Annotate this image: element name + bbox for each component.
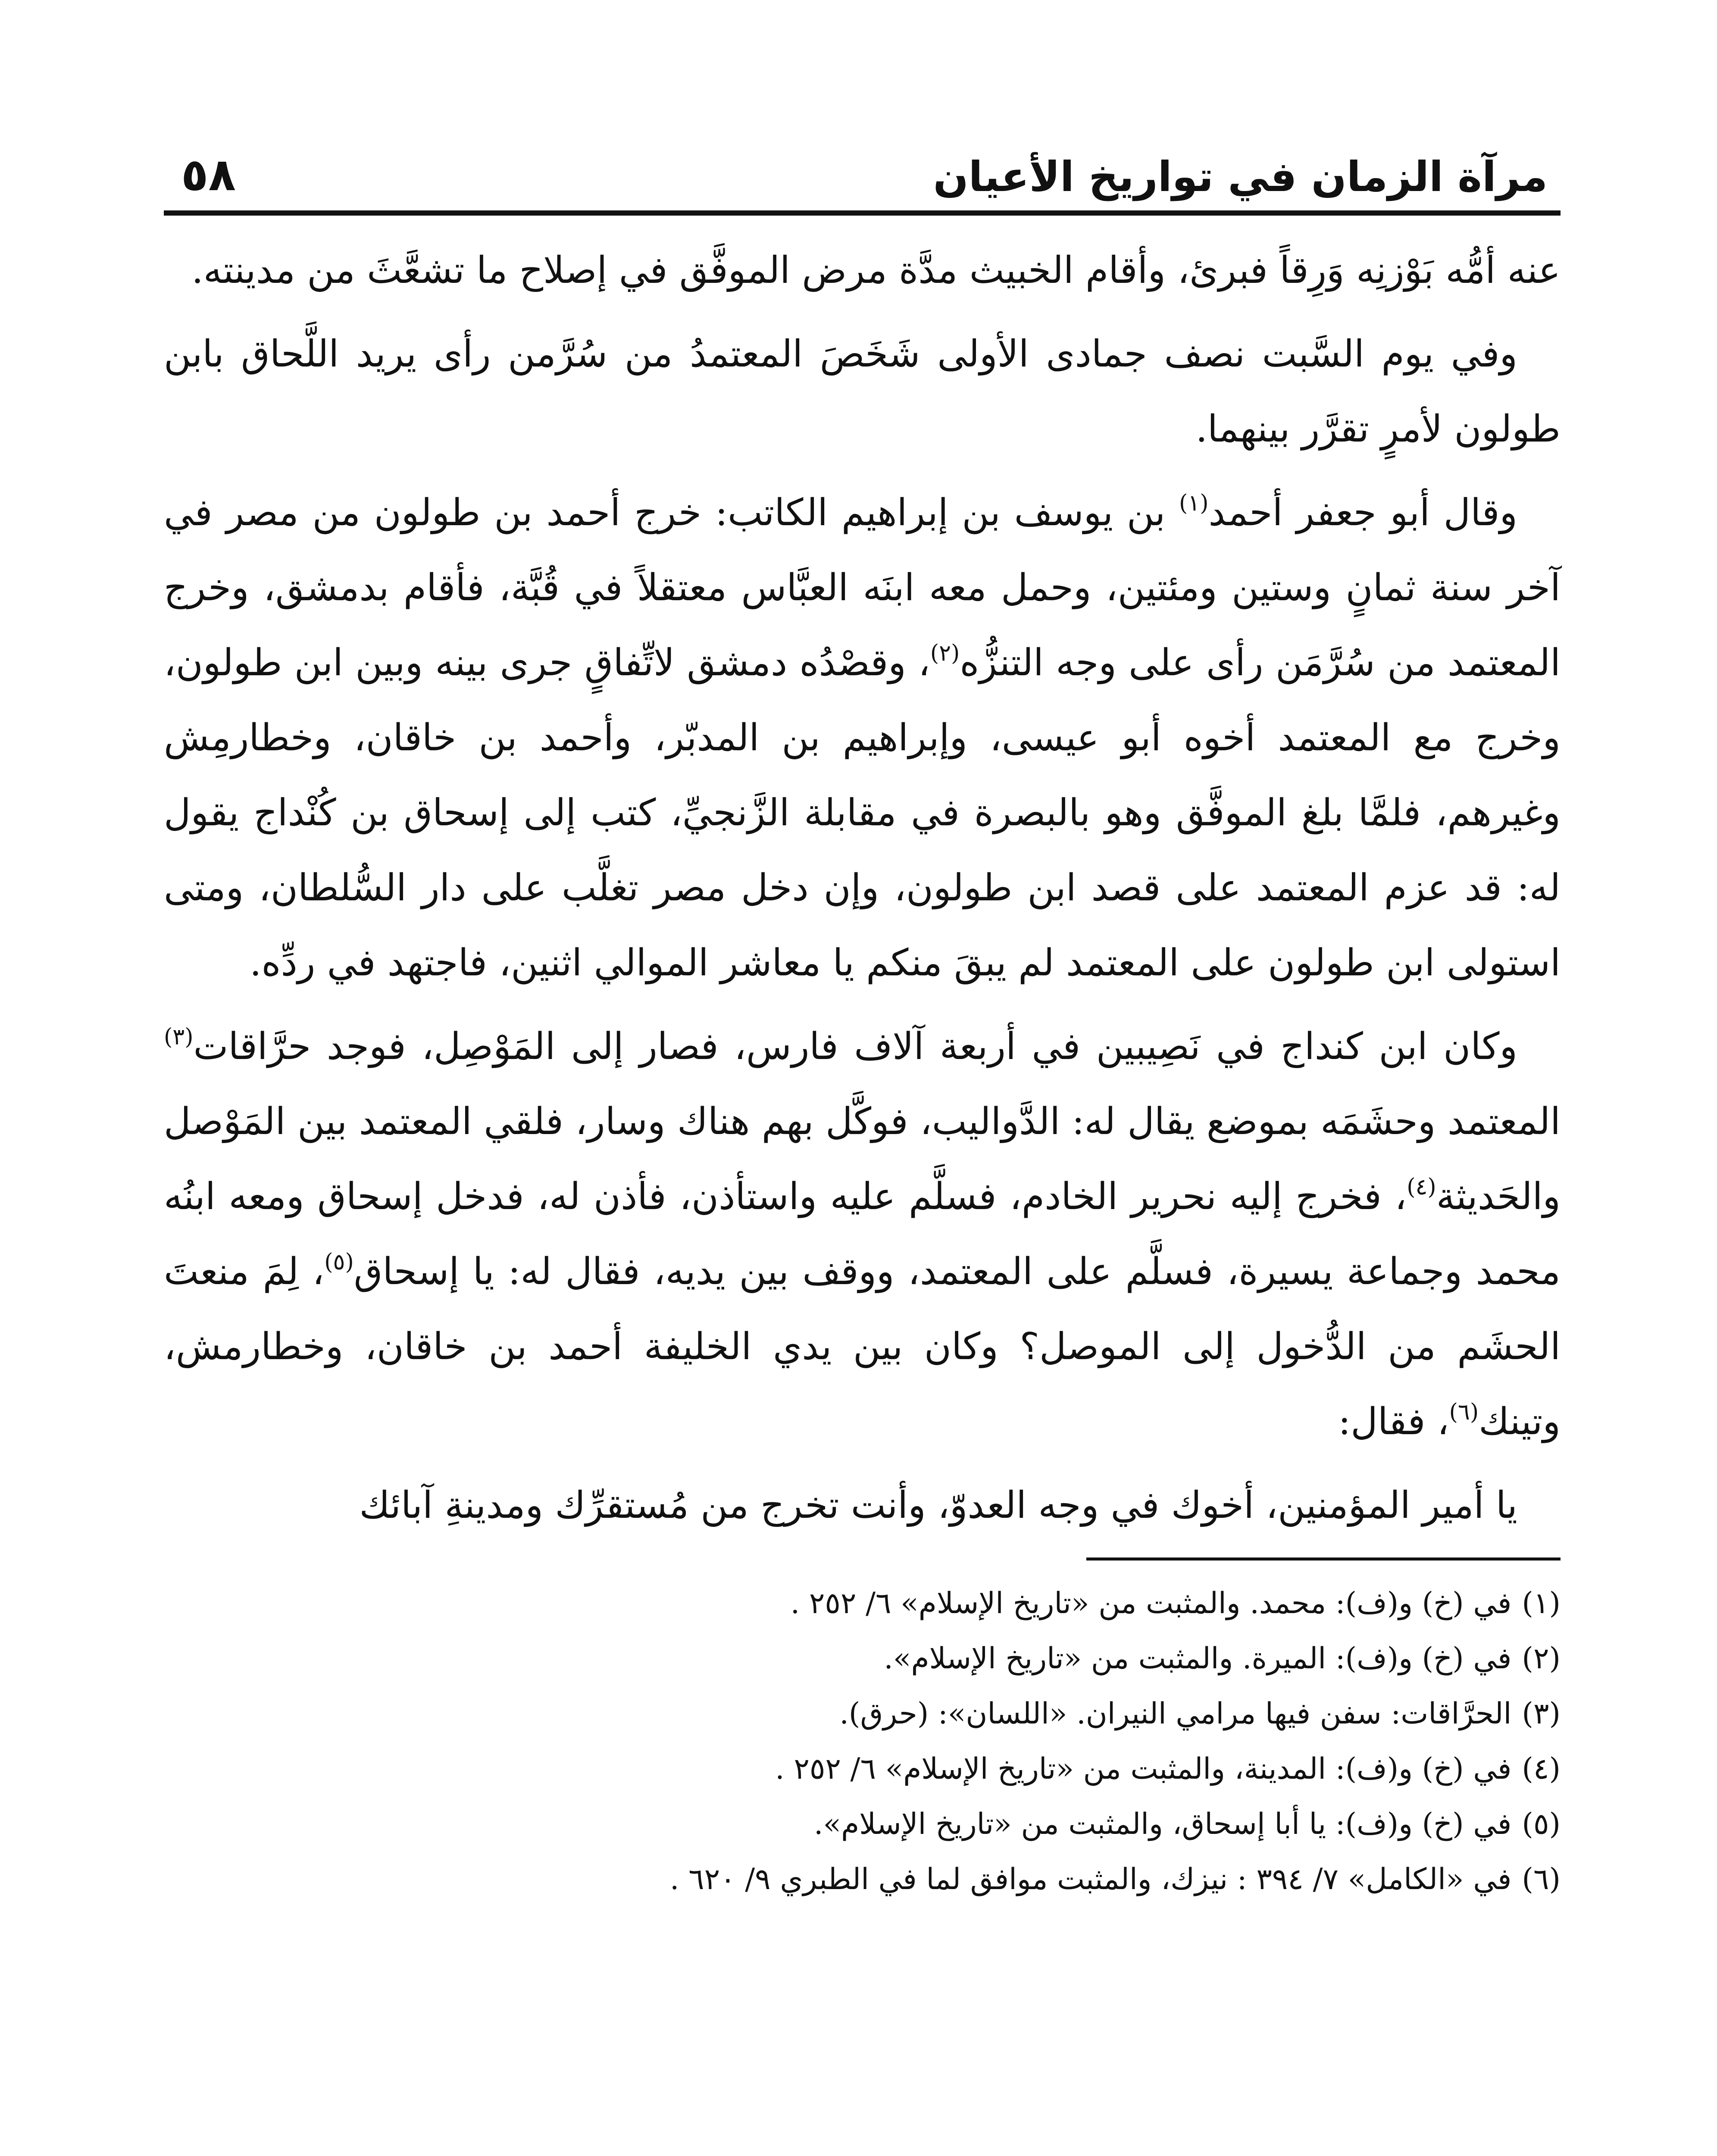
footnote-reference-6: (٦)	[1449, 1399, 1479, 1425]
footnote-number: (٢)	[1522, 1642, 1561, 1676]
footnote-text: في (خ) و(ف): يا أبا إسحاق، والمثبت من «تاريخ الإسلام».	[813, 1807, 1512, 1841]
book-page	[164, 125, 1561, 2156]
footnote-number: (٤)	[1522, 1752, 1561, 1786]
footnote-text: في (خ) و(ف): محمد. والمثبت من «تاريخ الإسلام» ٦/ ٢٥٢ .	[790, 1586, 1512, 1620]
footnote-item	[164, 1797, 1561, 1852]
running-header	[164, 125, 1561, 216]
footnote-reference-4: (٤)	[1407, 1174, 1436, 1200]
paragraph-4-text-d: ، لِمَ منعتَ الحشَم من الدُّخول إلى الموصل؟ وكان بين يدي الخليفة أحمد بن خاقان، وخطارمش، وتينك	[164, 1250, 1561, 1443]
footnote-number: (١)	[1522, 1586, 1561, 1620]
footnote-reference-2: (٢)	[930, 640, 960, 666]
paragraph-1: عنه أمُّه بَوْزنِه وَرِقاً فبرئ، وأقام الخبيث مدَّة مرض الموفَّق في إصلاح ما تشعَّثَ من مدينته.	[191, 249, 1561, 292]
book-title: مرآة الزمان في تواريخ الأعيان	[933, 152, 1548, 201]
footnote-item	[164, 1852, 1561, 1907]
footnote-text: في «الكامل» ٧/ ٣٩٤ : نيزك، والمثبت موافق لما في الطبري ٩/ ٦٢٠ .	[669, 1862, 1512, 1896]
footnotes	[164, 1576, 1561, 1907]
footnote-number: (٦)	[1522, 1862, 1561, 1896]
footnote-item	[164, 1631, 1561, 1686]
main-text	[164, 233, 1561, 1543]
paragraph-4-text-a: وكان ابن كنداج في نَصِيبين في أربعة آلاف فارس، فصار إلى المَوْصِل، فوجد حرَّاقات	[193, 1025, 1517, 1068]
footnote-item	[164, 1686, 1561, 1742]
footnote-reference-3: (٣)	[164, 1024, 194, 1050]
footnote-item	[164, 1742, 1561, 1797]
paragraph-3-text-a: وقال أبو جعفر أحمد	[1208, 491, 1517, 534]
footnote-text: في (خ) و(ف): الميرة. والمثبت من «تاريخ الإسلام».	[884, 1642, 1512, 1676]
paragraph-4-text-b: المعتمد وحشَمَه بموضع يقال له: الدَّواليب، فوكَّل بهم هناك وسار، فلقي المعتمد بين المَوْصل والحَديثة	[164, 1100, 1561, 1218]
footnote-number: (٥)	[1522, 1807, 1561, 1841]
paragraph-5: يا أمير المؤمنين، أخوك في وجه العدوّ، وأنت تخرج من مُستقرِّك ومدينةِ آبائك	[359, 1484, 1517, 1527]
paragraph-3	[164, 475, 1561, 1000]
footnote-text: الحرَّاقات: سفن فيها مرامي النيران. «اللسان»: (حرق).	[839, 1697, 1512, 1731]
paragraph-2: وفي يوم السَّبت نصف جمادى الأولى شَخَصَ المعتمدُ من سُرَّمن رأى يريد اللَّحاق بابن طولون لأمرٍ تقرَّر بينهما.	[164, 332, 1561, 451]
paragraph-3-text-b: بن يوسف بن إبراهيم الكاتب: خرج أحمد بن طولون من مصر في آخر سنة ثمانٍ وستين ومئتين، وحمل معه ابنَه العبَّاس معتقلاً في قُبَّة، فأقام بدمشق، وخرج المعتمد من سُرَّمَن رأى على وجه التنزُّه	[164, 491, 1561, 684]
page-number: ٥٨	[181, 148, 236, 201]
footnote-reference-1: (١)	[1179, 490, 1209, 516]
paragraph-4-text-c: ، فخرج إليه نحرير الخادم، فسلَّم عليه واستأذن، فأذن له، فدخل إسحاق ومعه ابنُه محمد وجماعة يسيرة، فسلَّم على المعتمد، ووقف بين يديه، فقال له: يا إسحاق	[164, 1175, 1561, 1293]
footnote-separator	[1086, 1557, 1561, 1561]
footnote-item	[164, 1576, 1561, 1631]
footnote-text: في (خ) و(ف): المدينة، والمثبت من «تاريخ الإسلام» ٦/ ٢٥٢ .	[775, 1752, 1512, 1786]
footnote-reference-5: (٥)	[324, 1249, 354, 1275]
paragraph-3-text-c: ، وقصْدُه دمشق لاتِّفاقٍ جرى بينه وبين ابن طولون، وخرج مع المعتمد أخوه أبو عيسى، وإبراهيم بن المدبّر، وأحمد بن خاقان، وخطارمِش وغيرهم، فلمَّا بلغ الموفَّق وهو بالبصرة في مقابلة الزَّنجيِّ، كتب إلى إسحاق بن كُنْداج يقول له: قد عزم المعتمد على قصد ابن طولون، وإن دخل مصر تغلَّب على دار السُّلطان، ومتى استولى ابن طولون على المعتمد لم يبقَ منكم يا معاشر الموالي اثنين، فاجتهد في ردِّه.	[164, 641, 1561, 984]
paragraph-4-text-e: ، فقال:	[1338, 1400, 1449, 1443]
paragraph-4	[164, 1009, 1561, 1459]
footnote-number: (٣)	[1522, 1697, 1561, 1731]
